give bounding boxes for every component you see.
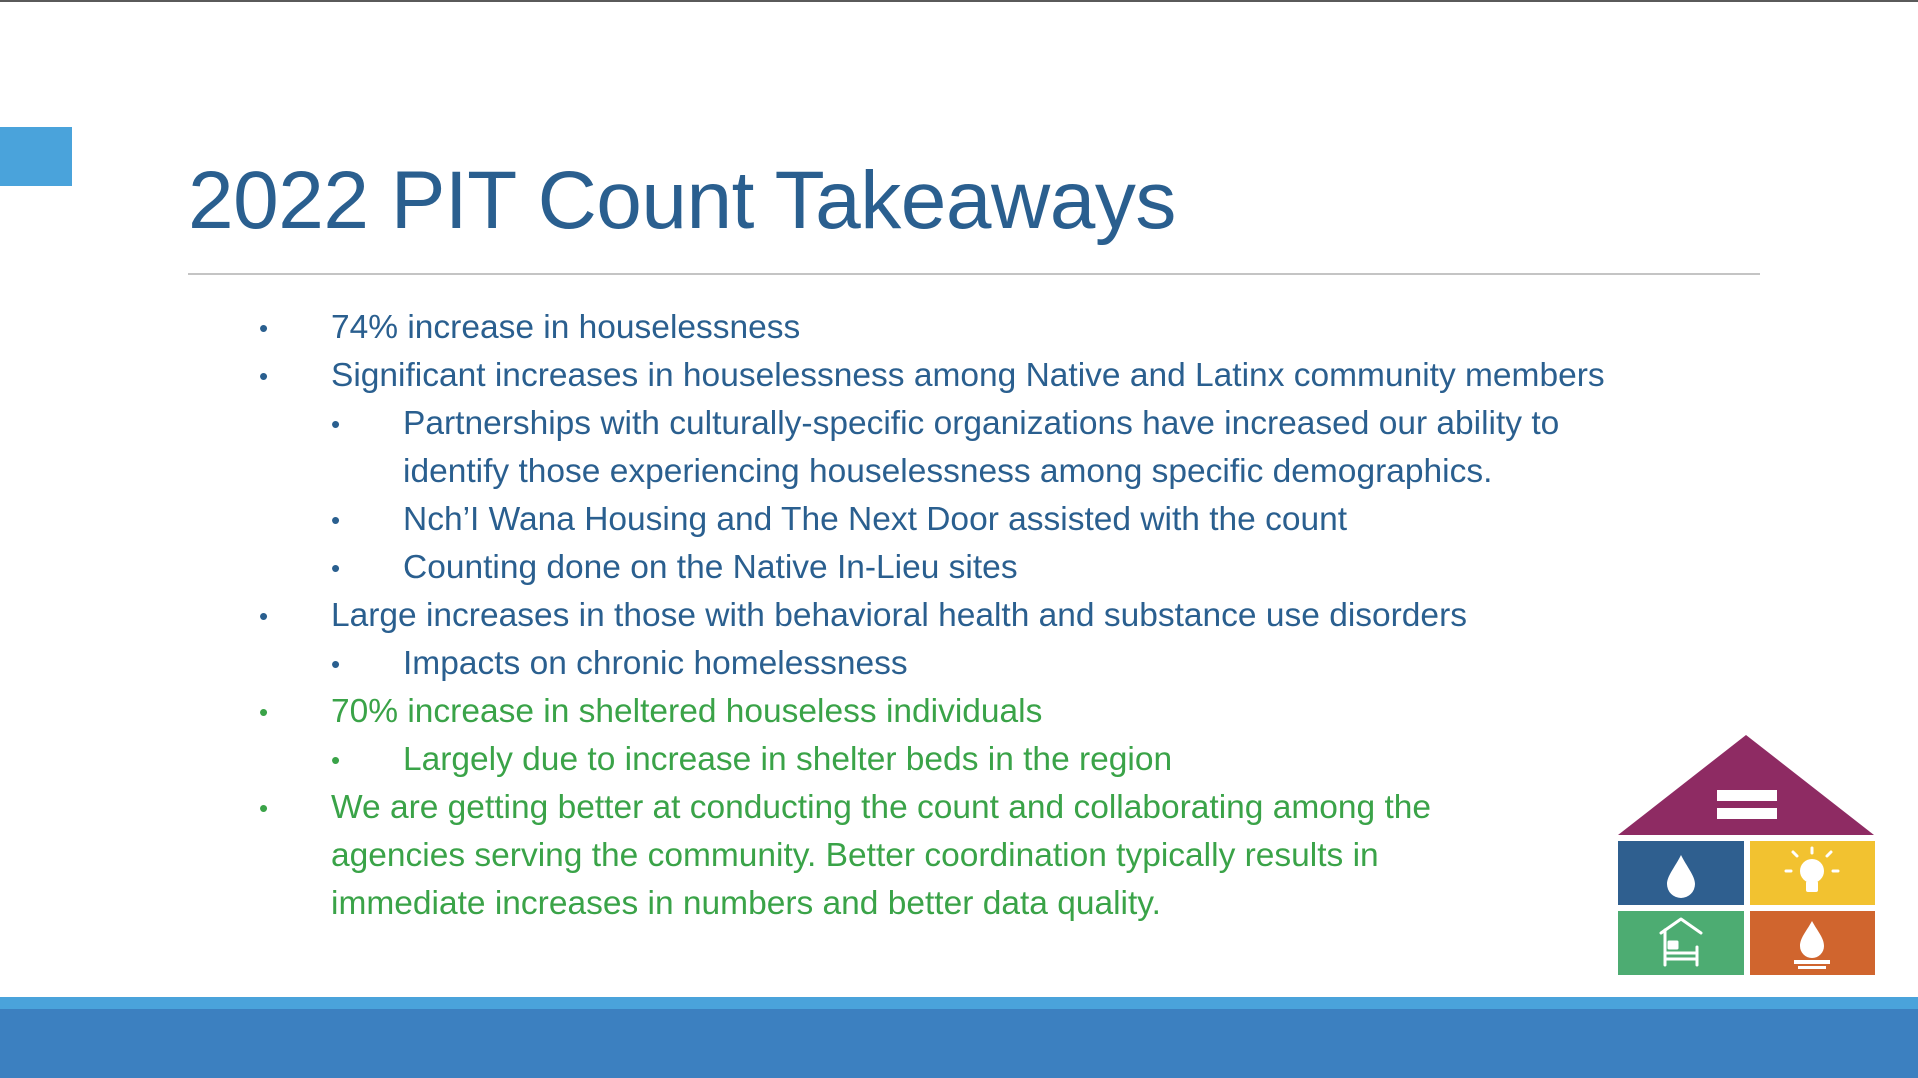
bullet-text-line3: immediate increases in numbers and better data quality. — [331, 885, 1161, 922]
bullet-text: Large increases in those with behavioral health and substance use disorders — [331, 597, 1467, 634]
footer-accent-bar — [0, 997, 1918, 1009]
top-border — [0, 0, 1918, 2]
title-divider — [188, 273, 1760, 275]
house-logo — [1616, 733, 1877, 978]
bullet-item — [259, 688, 1043, 736]
logo-roof — [1618, 735, 1874, 835]
bullet-text-line1: Partnerships with culturally-specific organizations have increased our ability to — [403, 405, 1560, 442]
bullet-item — [259, 304, 801, 352]
bullet-item — [259, 352, 1605, 400]
bullet-text-line1: We are getting better at conducting the count and collaborating among the — [331, 789, 1432, 826]
bullet-marker: • — [331, 409, 341, 439]
bullet-text: Significant increases in houselessness among Native and Latinx community members — [331, 357, 1605, 394]
bullet-item — [259, 784, 1432, 928]
bullet-marker: • — [331, 745, 341, 775]
footer-bar — [0, 1009, 1918, 1078]
bullet-text-line2: agencies serving the community. Better coordination typically results in — [331, 837, 1379, 874]
sub-bullet-item — [331, 496, 1348, 544]
slide-title: 2022 PIT Count Takeaways — [188, 155, 1176, 246]
bullet-text: Nch’I Wana Housing and The Next Door assisted with the count — [403, 501, 1348, 538]
bullet-text: 70% increase in sheltered houseless individuals — [331, 693, 1043, 730]
sub-bullet-item — [331, 400, 1560, 496]
bullet-text: Largely due to increase in shelter beds in the region — [403, 741, 1173, 778]
bullet-marker: • — [331, 505, 341, 535]
accent-square — [0, 127, 72, 186]
bullet-marker: • — [259, 601, 269, 631]
bullet-text: Counting done on the Native In-Lieu sites — [403, 549, 1018, 586]
bullet-marker: • — [259, 697, 269, 727]
bullet-marker: • — [331, 553, 341, 583]
bullet-marker: • — [331, 649, 341, 679]
sub-bullet-item — [331, 640, 908, 688]
bullet-marker: • — [259, 793, 269, 823]
bullet-marker: • — [259, 361, 269, 391]
sub-bullet-item — [331, 736, 1173, 784]
bullet-text: 74% increase in houselessness — [331, 309, 801, 346]
bullet-text-line2: identify those experiencing houselessness among specific demographics. — [403, 453, 1493, 490]
sub-bullet-item — [331, 544, 1018, 592]
bullet-item — [259, 592, 1467, 640]
bullet-text: Impacts on chronic homelessness — [403, 645, 908, 682]
bullet-marker: • — [259, 313, 269, 343]
